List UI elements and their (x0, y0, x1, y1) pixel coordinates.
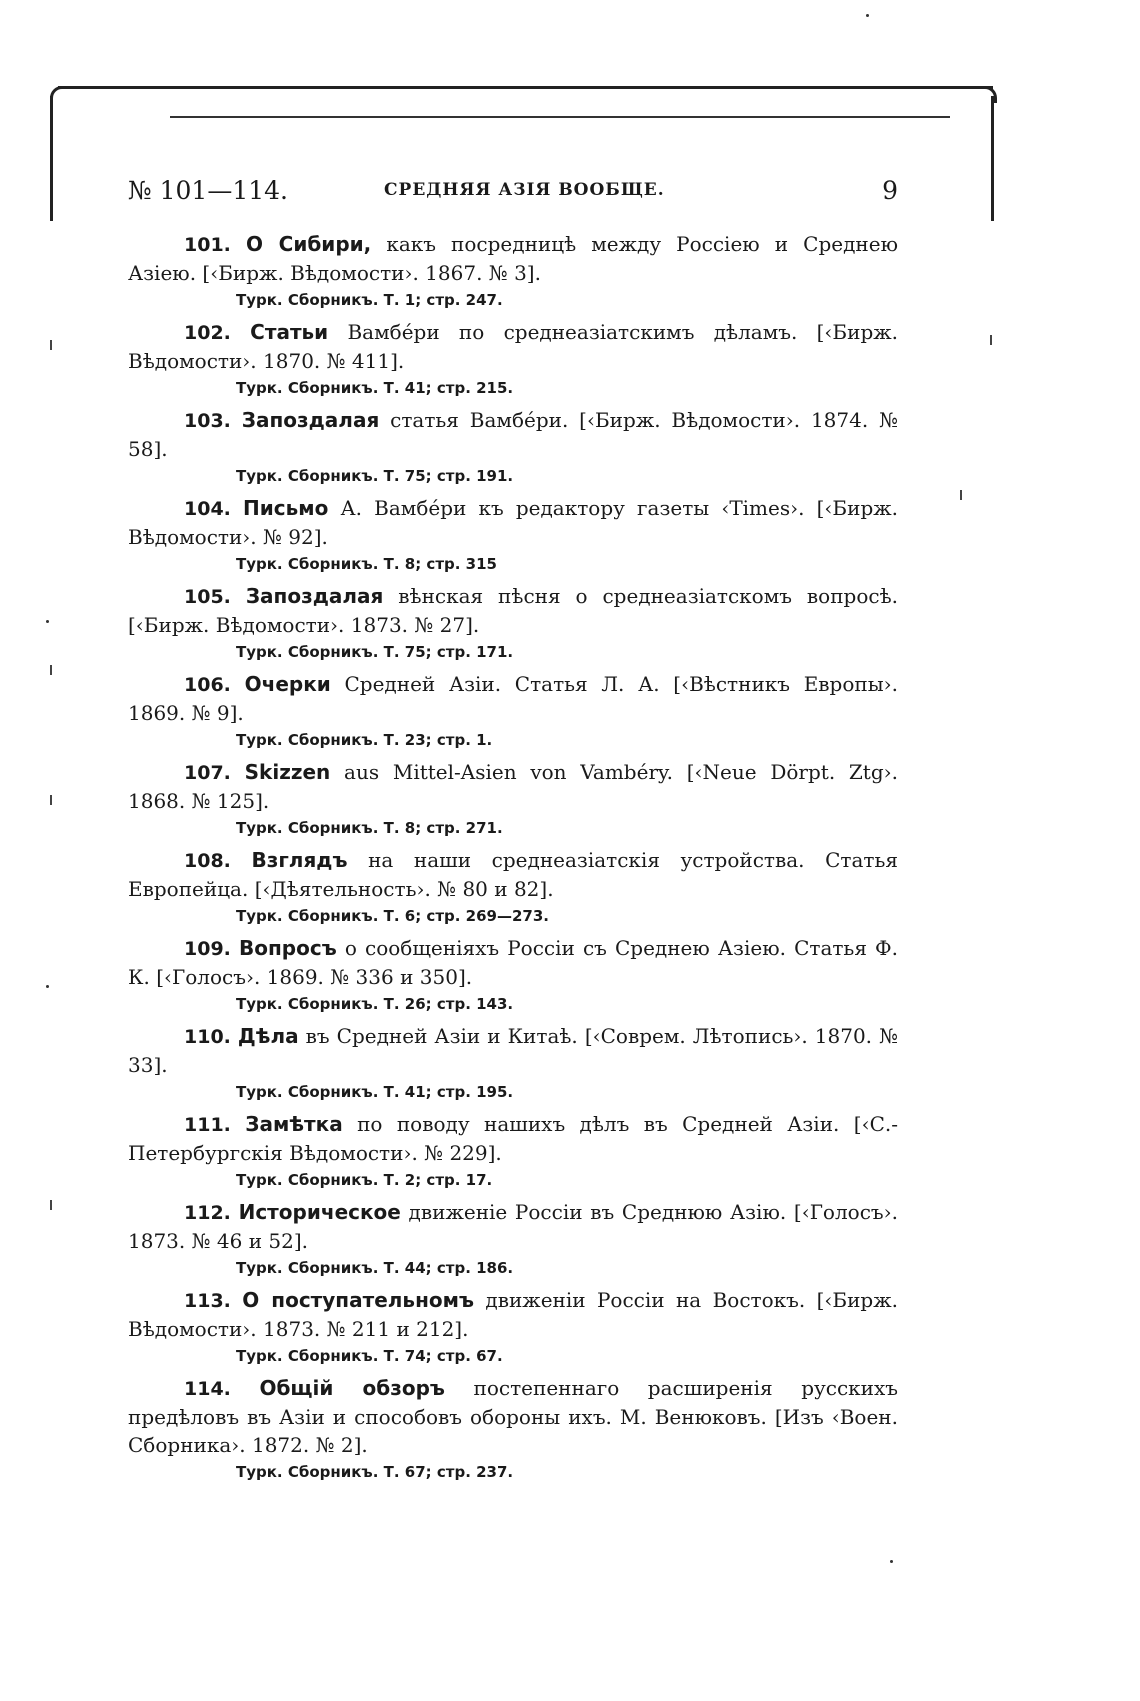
bibliography-entry (128, 1286, 898, 1367)
bibliography-list (128, 230, 898, 1490)
entry-reference: Турк. Сборникъ. Т. 41; стр. 215. (236, 379, 514, 397)
entry-text: по поводу нашихъ дѣлъ въ Средней Азіи. [‹С.-Петербургскія Вѣдомости›. № 229]. (128, 1112, 898, 1165)
entry-title: О поступательномъ (242, 1288, 475, 1312)
entry-range: № 101—114. (128, 176, 288, 205)
entry-number: 111. (184, 1114, 231, 1136)
entry-text: постепеннаго расширенія русскихъ предѣловъ въ Азіи и способовъ обороны ихъ. М. Венюковъ. [Изъ ‹Воен. Сборника›. 1872. № 2]. (128, 1376, 898, 1457)
page-header (128, 176, 898, 208)
bibliography-entry (128, 1022, 898, 1103)
section-title: СРЕДНЯЯ АЗІЯ ВООБЩЕ. (384, 180, 665, 200)
bibliography-entry (128, 670, 898, 751)
entry-text: движеніе Россіи въ Среднюю Азію. [‹Голосъ›. 1873. № 46 и 52]. (128, 1200, 899, 1253)
entry-number: 102. (184, 322, 231, 344)
entry-reference: Турк. Сборникъ. Т. 8; стр. 271. (236, 819, 503, 837)
entry-reference: Турк. Сборникъ. Т. 6; стр. 269—273. (236, 907, 549, 925)
bibliography-entry (128, 1110, 898, 1191)
bibliography-entry (128, 318, 898, 399)
bibliography-entry (128, 230, 898, 311)
entry-reference: Турк. Сборникъ. Т. 23; стр. 1. (236, 731, 493, 749)
bibliography-entry (128, 1198, 898, 1279)
entry-number: 106. (184, 674, 231, 696)
entry-text: движеніи Россіи на Востокъ. [‹Бирж. Вѣдомости›. 1873. № 211 и 212]. (128, 1288, 898, 1341)
entry-title: Статьи (250, 320, 329, 344)
entry-text: статья Вамбéри. [‹Бирж. Вѣдомости›. 1874. № 58]. (128, 408, 899, 461)
entry-reference: Турк. Сборникъ. Т. 2; стр. 17. (236, 1171, 493, 1189)
scan-speck (50, 665, 52, 675)
entry-reference: Турк. Сборникъ. Т. 75; стр. 191. (236, 467, 514, 485)
frame-left-rule (50, 96, 53, 221)
bibliography-entry (128, 758, 898, 839)
entry-number: 113. (184, 1290, 231, 1312)
entry-number: 110. (184, 1026, 231, 1048)
entry-reference: Турк. Сборникъ. Т. 26; стр. 143. (236, 995, 514, 1013)
entry-reference: Турк. Сборникъ. Т. 75; стр. 171. (236, 643, 514, 661)
entry-title: Замѣтка (245, 1112, 343, 1136)
entry-number: 101. (184, 234, 231, 256)
entry-title: Историческое (238, 1200, 401, 1224)
entry-reference: Турк. Сборникъ. Т. 67; стр. 237. (236, 1463, 514, 1481)
entry-text: въ Средней Азіи и Китаѣ. [‹Соврем. Лѣтопись›. 1870. № 33]. (128, 1024, 898, 1077)
page-number: 9 (882, 176, 898, 205)
entry-title: Запоздалая (245, 584, 384, 608)
entry-number: 104. (184, 498, 231, 520)
entry-title: Skizzen (244, 760, 331, 784)
entry-title: О Сибири, (245, 232, 372, 256)
entry-number: 114. (184, 1378, 231, 1400)
entry-text: aus Mittel-Asien von Vambéry. [‹Neue Dörpt. Ztg›. 1868. № 125]. (128, 760, 899, 813)
scan-speck (990, 335, 992, 345)
entry-number: 109. (184, 938, 231, 960)
entry-number: 103. (184, 410, 231, 432)
bibliography-entry (128, 582, 898, 663)
entry-title: Вопросъ (239, 936, 337, 960)
bibliography-entry (128, 934, 898, 1015)
entry-text: какъ посредницѣ между Россіею и Среднею Азіею. [‹Бирж. Вѣдомости›. 1867. № 3]. (128, 232, 899, 285)
entry-text: вѣнская пѣсня о среднеазіатскомъ вопросѣ. [‹Бирж. Вѣдомости›. 1873. № 27]. (128, 584, 899, 637)
entry-title: Дѣла (237, 1024, 299, 1048)
entry-title: Взглядъ (251, 848, 348, 872)
entry-reference: Турк. Сборникъ. Т. 1; стр. 247. (236, 291, 503, 309)
entry-text: А. Вамбéри къ редактору газеты ‹Times›. [‹Бирж. Вѣдомости›. № 92]. (128, 496, 898, 549)
bibliography-entry (128, 494, 898, 575)
entry-number: 105. (184, 586, 231, 608)
frame-top-rule (58, 86, 993, 89)
frame-inner-rule (170, 116, 950, 118)
entry-title: Письмо (243, 496, 329, 520)
scan-speck (46, 985, 49, 988)
frame-corner-right (980, 86, 997, 103)
entry-text: Средней Азіи. Статья Л. А. [‹Вѣстникъ Европы›. 1869. № 9]. (128, 672, 898, 725)
bibliography-entry (128, 846, 898, 927)
entry-text: на наши среднеазіатскія устройства. Статья Европейца. [‹Дѣятельность›. № 80 и 82]. (128, 848, 898, 901)
scan-speck (890, 1560, 893, 1563)
entry-reference: Турк. Сборникъ. Т. 44; стр. 186. (236, 1259, 514, 1277)
entry-number: 112. (184, 1202, 231, 1224)
scan-speck (46, 620, 49, 623)
bibliography-entry (128, 1374, 898, 1483)
entry-reference: Турк. Сборникъ. Т. 8; стр. 315 (236, 555, 497, 573)
scan-speck (50, 1200, 52, 1210)
entry-reference: Турк. Сборникъ. Т. 41; стр. 195. (236, 1083, 514, 1101)
entry-reference: Турк. Сборникъ. Т. 74; стр. 67. (236, 1347, 503, 1365)
entry-title: Общій обзоръ (259, 1376, 445, 1400)
scan-speck (50, 795, 52, 805)
scan-speck (866, 14, 869, 17)
frame-right-rule (991, 96, 994, 221)
entry-number: 108. (184, 850, 231, 872)
bibliography-entry (128, 406, 898, 487)
entry-text: о сообщеніяхъ Россіи съ Среднею Азіею. Статья Ф. К. [‹Голосъ›. 1869. № 336 и 350]. (128, 936, 899, 989)
entry-text: Вамбéри по среднеазіатскимъ дѣламъ. [‹Бирж. Вѣдомости›. 1870. № 411]. (128, 320, 898, 373)
entry-title: Запоздалая (241, 408, 380, 432)
scan-speck (960, 490, 962, 500)
entry-title: Очерки (244, 672, 331, 696)
scan-speck (50, 340, 52, 350)
entry-number: 107. (184, 762, 231, 784)
